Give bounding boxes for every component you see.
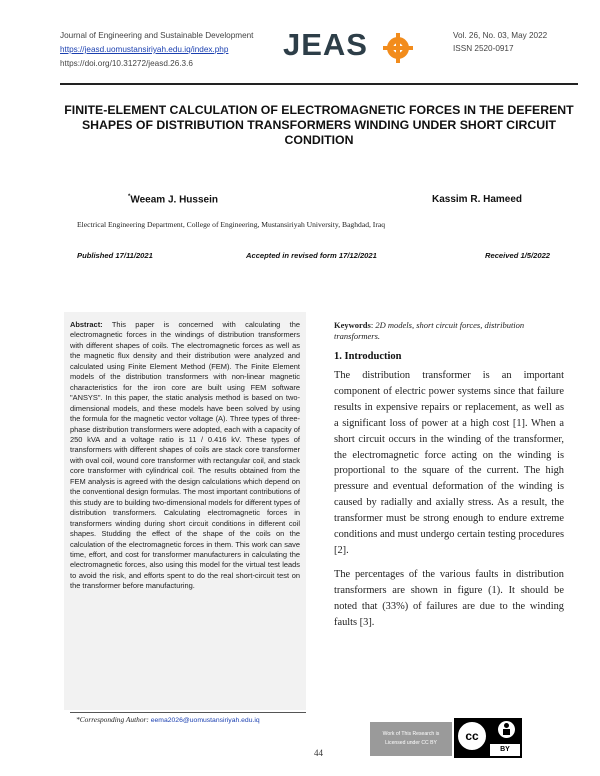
journal-header: [60, 29, 253, 71]
author-first: [128, 194, 218, 205]
intro-paragraph-1: The distribution transformer is an important component of electric power systems since that failure results in expensive repairs or replacement, as well as a significant loss of power at a high cost [1]. When a short circuit occurs in the winding of the transformer, the electromagnetic force acting on the winding is proportional to the square of the current. The high pressure and eventual deformation of the winding is caused by radially and axially stress. As a result, the transformer must be strong enough to endure extreme conditions and must undergo certain testing procedures [2].: [334, 370, 564, 556]
jeasd-logo: [283, 27, 413, 71]
intro-paragraph-2: The percentages of the various faults in distribution transformers are shown in figure (1). It should be noted that (33%) of failures are due to the winding faults [3].: [334, 568, 564, 628]
corresponding-mark: *: [128, 194, 131, 200]
right-column: [334, 320, 564, 639]
keywords: Keywords: 2D models, short circuit forces, distribution transformers.: [334, 320, 525, 341]
logo-text: JEAS: [283, 27, 368, 62]
person-icon: [498, 721, 515, 738]
abstract-text: This paper is concerned with calculating the electromagnetic forces in the windings of distribution transformers with different shapes of coils. The electromagnetic forces as well as the magnetic flux density and their distribution were analyzed and calculated using Finite Element Method (FEM). The Finite Element models of the distribution transformers with non-linear magnetic characteristics for the iron core are built using FEM software "ANSYS". In this paper, the static analysis method is based on two-dimensional models, and these models have been solved by using the formula for the magnetic vector voltage (A). Three types of three-phase distribution transformers were adopted, each with a capacity of 250 kVA and a voltage ratio is 11 / 0.416 kV. These types of transformers with different shapes of coils are stack core transformer with oval coil, wound core transformer with rectangular coil, and stack core transformer with cylindrical coil. The results obtained from the FEM analysis is agreed with the design calculations which depend on the conventional design formulas. The most important contributions of this study are to building two-dimensional models for different types of distribution transformers. Calculating electromagnetic forces in transformers winding during short circuit conditions in different coil shapes. Studding the effect of the shape of the coils on the calculation of the electromagnetic forces in them. This work can save time, effort, and cost for transformer manufacturers in calculating the electromagnetic forces, also using this model for the virtual test leads to avoid the risk, and efforts spent to do the real short-circuit test on the transformer before manufacturing.: [70, 320, 300, 591]
corr-email-link[interactable]: eema2026@uomustansiriyah.edu.iq: [150, 717, 260, 724]
published-date: Published 17/11/2021: [77, 251, 153, 260]
keywords-label: Keywords: [334, 320, 371, 330]
license-line-1: Work of This Research is: [382, 731, 440, 737]
footnote-divider: [70, 712, 306, 713]
section-heading-introduction: 1. Introduction: [334, 351, 402, 362]
issn-info: ISSN 2520-0917: [453, 44, 514, 53]
paper-title: FINITE-ELEMENT CALCULATION OF ELECTROMAGNETIC FORCES IN THE DEFERENT SHAPES OF DISTRIBUTION TRANSFORMERS WINDING UNDER SHORT CIRCUIT CONDITION: [64, 103, 574, 147]
abstract: [70, 320, 300, 592]
journal-name: Journal of Engineering and Sustainable Development: [60, 31, 254, 40]
license-notice: [370, 722, 452, 756]
gear-icon: [387, 37, 409, 59]
affiliation: Electrical Engineering Department, College of Engineering, Mustansiriyah University, Baghdad, Iraq: [77, 220, 386, 229]
header-divider: [60, 83, 578, 85]
author-first-name: Weeam J. Hussein: [130, 194, 218, 206]
abstract-label: Abstract:: [70, 320, 103, 329]
author-second: Kassim R. Hameed: [432, 194, 523, 205]
cc-icon: cc: [458, 722, 486, 750]
keywords-text: 2D models, short circuit forces, distribution transformers.: [334, 320, 525, 341]
license-line-2: Licensed under CC BY: [385, 740, 437, 746]
received-date: Received 1/5/2022: [485, 251, 551, 260]
doi-link[interactable]: https://doi.org/10.31272/jeasd.26.3.6: [60, 59, 193, 68]
by-label: BY: [490, 744, 520, 756]
corr-label: *Corresponding Author:: [76, 715, 149, 724]
page-number: 44: [314, 748, 323, 758]
journal-url-link[interactable]: https://jeasd.uomustansiriyah.edu.iq/index.php: [60, 45, 229, 54]
corresponding-author: [76, 715, 260, 724]
accepted-date: Accepted in revised form 17/12/2021: [246, 251, 377, 260]
volume-info: Vol. 26, No. 03, May 2022: [453, 31, 548, 40]
issue-info: [453, 29, 547, 55]
